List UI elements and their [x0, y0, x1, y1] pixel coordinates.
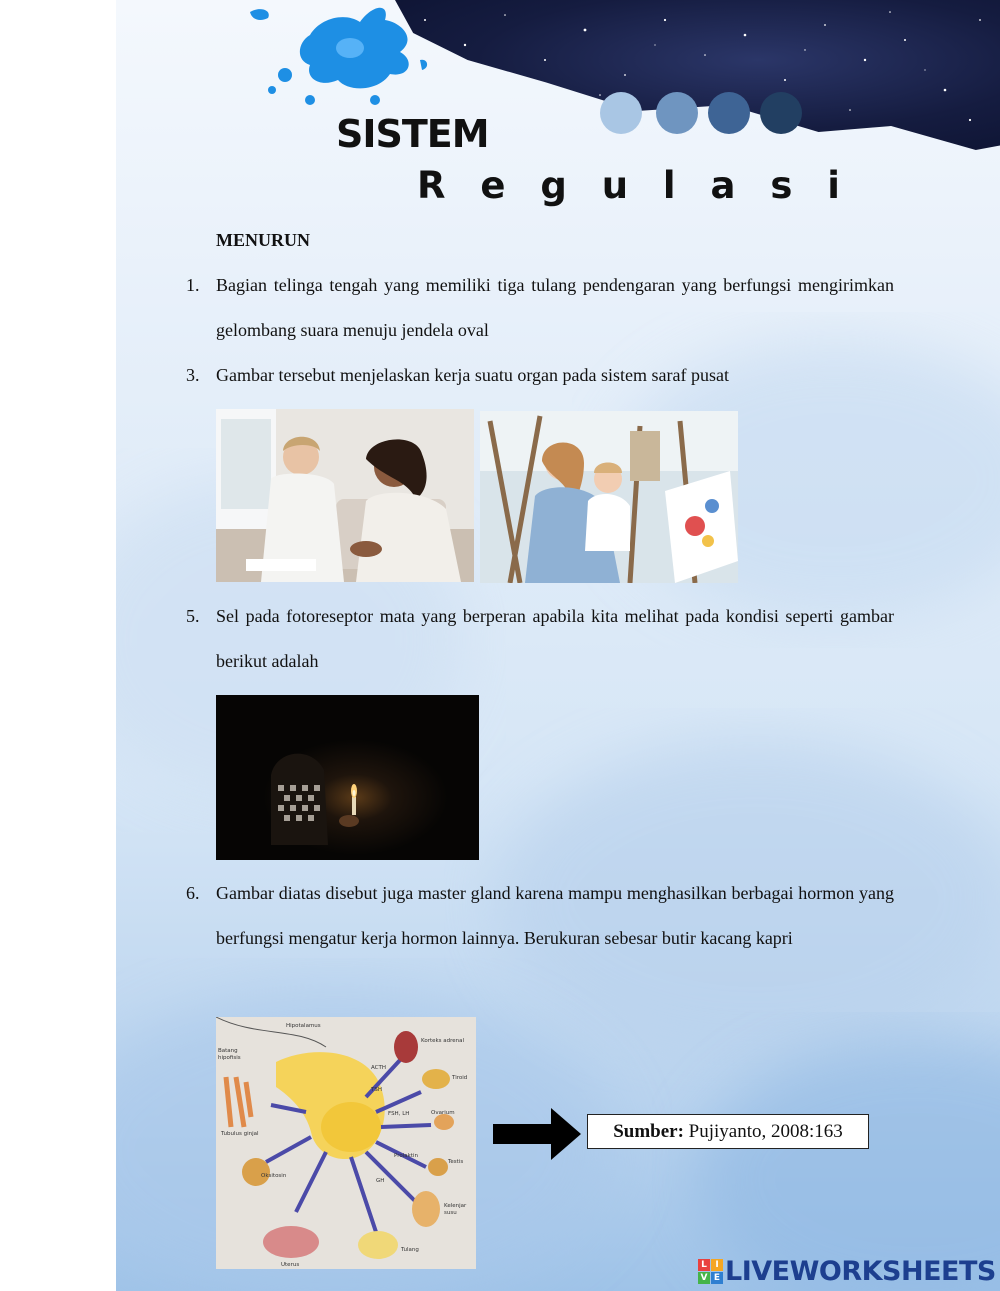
decor-dot-light: [600, 92, 642, 134]
diagram-label-gh: GH: [376, 1178, 385, 1184]
diagram-label-tubulus: Tubulus ginjal: [221, 1131, 259, 1137]
question-5: [186, 594, 894, 684]
page-margin: [0, 0, 116, 1291]
photo-consultation-image: [216, 409, 474, 582]
question-text: Sel pada fotoreseptor mata yang berperan apabila kita melihat pada kondisi seperti gambar berikut adalah: [216, 606, 894, 671]
diagram-label-batang: Batang: [218, 1048, 238, 1054]
question-6: [186, 871, 894, 961]
decor-dot-darkest: [760, 92, 802, 134]
badge-letter: L: [698, 1259, 710, 1271]
question-text: Gambar diatas disebut juga master gland karena mampu menghasilkan berbagai hormon yang berfungsi mengatur kerja hormon lainnya. Berukuran sebesar butir kacang kapri: [216, 883, 894, 948]
question-1: [186, 263, 894, 353]
diagram-label-oksitosin: Oksitosin: [261, 1173, 287, 1179]
photo-consultation: [216, 409, 474, 582]
decor-dot-dark: [708, 92, 750, 134]
title-sistem: SISTEM: [336, 112, 489, 156]
diagram-label-tiroid: Tiroid: [452, 1075, 468, 1081]
question-number: 3.: [186, 365, 200, 385]
diagram-label-kelenjar: Kelenjar: [444, 1203, 467, 1209]
question-text: Gambar tersebut menjelaskan kerja suatu organ pada sistem saraf pusat: [216, 365, 729, 385]
photo-painting-image: [480, 411, 738, 583]
badge-letter: E: [711, 1272, 723, 1284]
question-3: [186, 353, 894, 398]
question-number: 6.: [186, 883, 200, 903]
badge-letter: I: [711, 1259, 723, 1271]
diagram-label-uterus: Uterus: [281, 1262, 300, 1268]
diagram-label-hipofisis: hipofisis: [218, 1055, 241, 1061]
diagram-label-susu: susu: [444, 1210, 457, 1216]
source-box: [587, 1114, 869, 1149]
question-number: 5.: [186, 606, 200, 626]
pituitary-diagram: [216, 1017, 476, 1269]
diagram-label-tulang: Tulang: [401, 1247, 419, 1253]
liveworksheets-text: LIVEWORKSHEETS: [725, 1256, 996, 1287]
diagram-label-prolaktin: Prolaktin: [394, 1153, 418, 1159]
title-regulasi: R e g u l a s i: [417, 164, 851, 207]
diagram-label-tsh: TSH: [371, 1087, 382, 1093]
question-text: Bagian telinga tengah yang memiliki tiga tulang pendengaran yang berfungsi mengirimkan gelombang suara menuju jendela oval: [216, 275, 894, 340]
diagram-label-acth: ACTH: [371, 1065, 387, 1071]
liveworksheets-badge: [698, 1259, 723, 1284]
section-heading: MENURUN: [216, 230, 310, 250]
diagram-label-fsh: FSH, LH: [388, 1111, 410, 1117]
photo-candle-dark: [216, 695, 479, 860]
photo-candle-dark-image: [216, 695, 479, 860]
photo-painting: [480, 411, 738, 583]
diagram-label-korteks: Korteks adrenal: [421, 1038, 465, 1044]
liveworksheets-logo: [698, 1256, 996, 1287]
diagram-label-testis: Testis: [448, 1159, 464, 1165]
badge-letter: V: [698, 1272, 710, 1284]
diagram-label-hipotalamus: Hipotalamus: [286, 1023, 321, 1029]
question-number: 1.: [186, 275, 200, 295]
pituitary-diagram-image: [216, 1017, 476, 1269]
decor-dot-medium: [656, 92, 698, 134]
paint-splash-icon: [250, 0, 430, 120]
right-arrow-icon: [493, 1108, 583, 1160]
source-value: Pujiyanto, 2008:163: [683, 1121, 843, 1142]
source-label: Sumber:: [613, 1121, 684, 1142]
diagram-label-ovarium: Ovarium: [431, 1110, 455, 1116]
